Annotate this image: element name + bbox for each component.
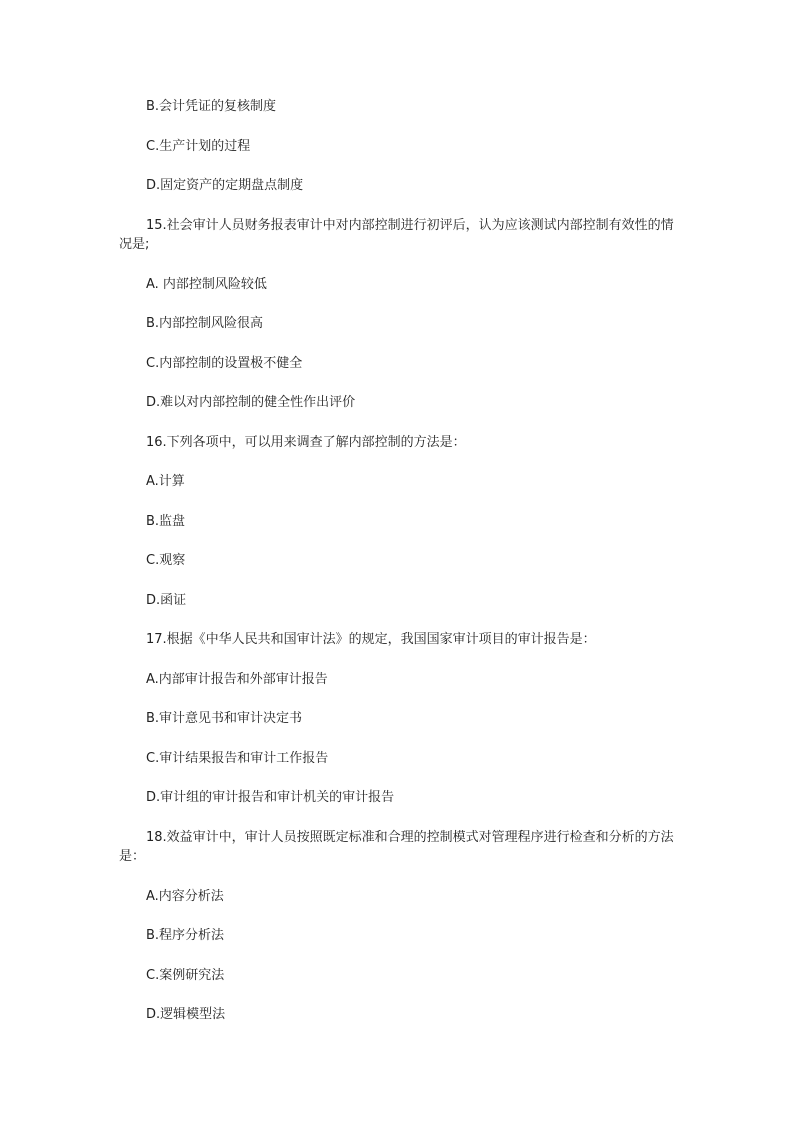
option-15b: B.内部控制风险很高	[146, 316, 264, 331]
option-15d: D.难以对内部控制的健全性作出评价	[146, 395, 356, 410]
option-16b: B.监盘	[146, 513, 186, 529]
question-17: 17.根据《中华人民共和国审计法》的规定，我国国家审计项目的审计报告是：	[146, 632, 596, 647]
option-14c: C.生产计划的过程	[146, 138, 251, 154]
option-14b: B.会计凭证的复核制度	[146, 99, 277, 114]
question-18: 18.效益审计中，审计人员按照既定标准和合理的控制模式对管理程序进行检查和分析的方法是：	[119, 829, 674, 864]
option-18d: D.逻辑模型法	[146, 1007, 226, 1022]
option-16d: D.函证	[146, 592, 187, 608]
option-16a: A.计算	[146, 474, 185, 489]
question-16: 16.下列各项中，可以用来调查了解内部控制的方法是：	[146, 434, 466, 450]
question-15: 15.社会审计人员财务报表审计中对内部控制进行初评后，认为应该测试内部控制有效性的情况是;	[119, 217, 674, 252]
document-body	[119, 97, 677, 1045]
option-17c: C.审计结果报告和审计工作报告	[146, 750, 329, 766]
option-18a: A.内容分析法	[146, 888, 224, 904]
option-15c: C.内部控制的设置极不健全	[146, 355, 303, 371]
option-17b: B.审计意见书和审计决定书	[146, 711, 303, 726]
option-16c: C.观察	[146, 553, 186, 568]
option-14d: D.固定资产的定期盘点制度	[146, 178, 304, 193]
option-18b: B.程序分析法	[146, 928, 225, 943]
option-15a: A. 内部控制风险较低	[146, 276, 267, 292]
option-17a: A.内部审计报告和外部审计报告	[146, 671, 328, 687]
option-18c: C.案例研究法	[146, 967, 225, 983]
option-17d: D.审计组的审计报告和审计机关的审计报告	[146, 790, 395, 805]
